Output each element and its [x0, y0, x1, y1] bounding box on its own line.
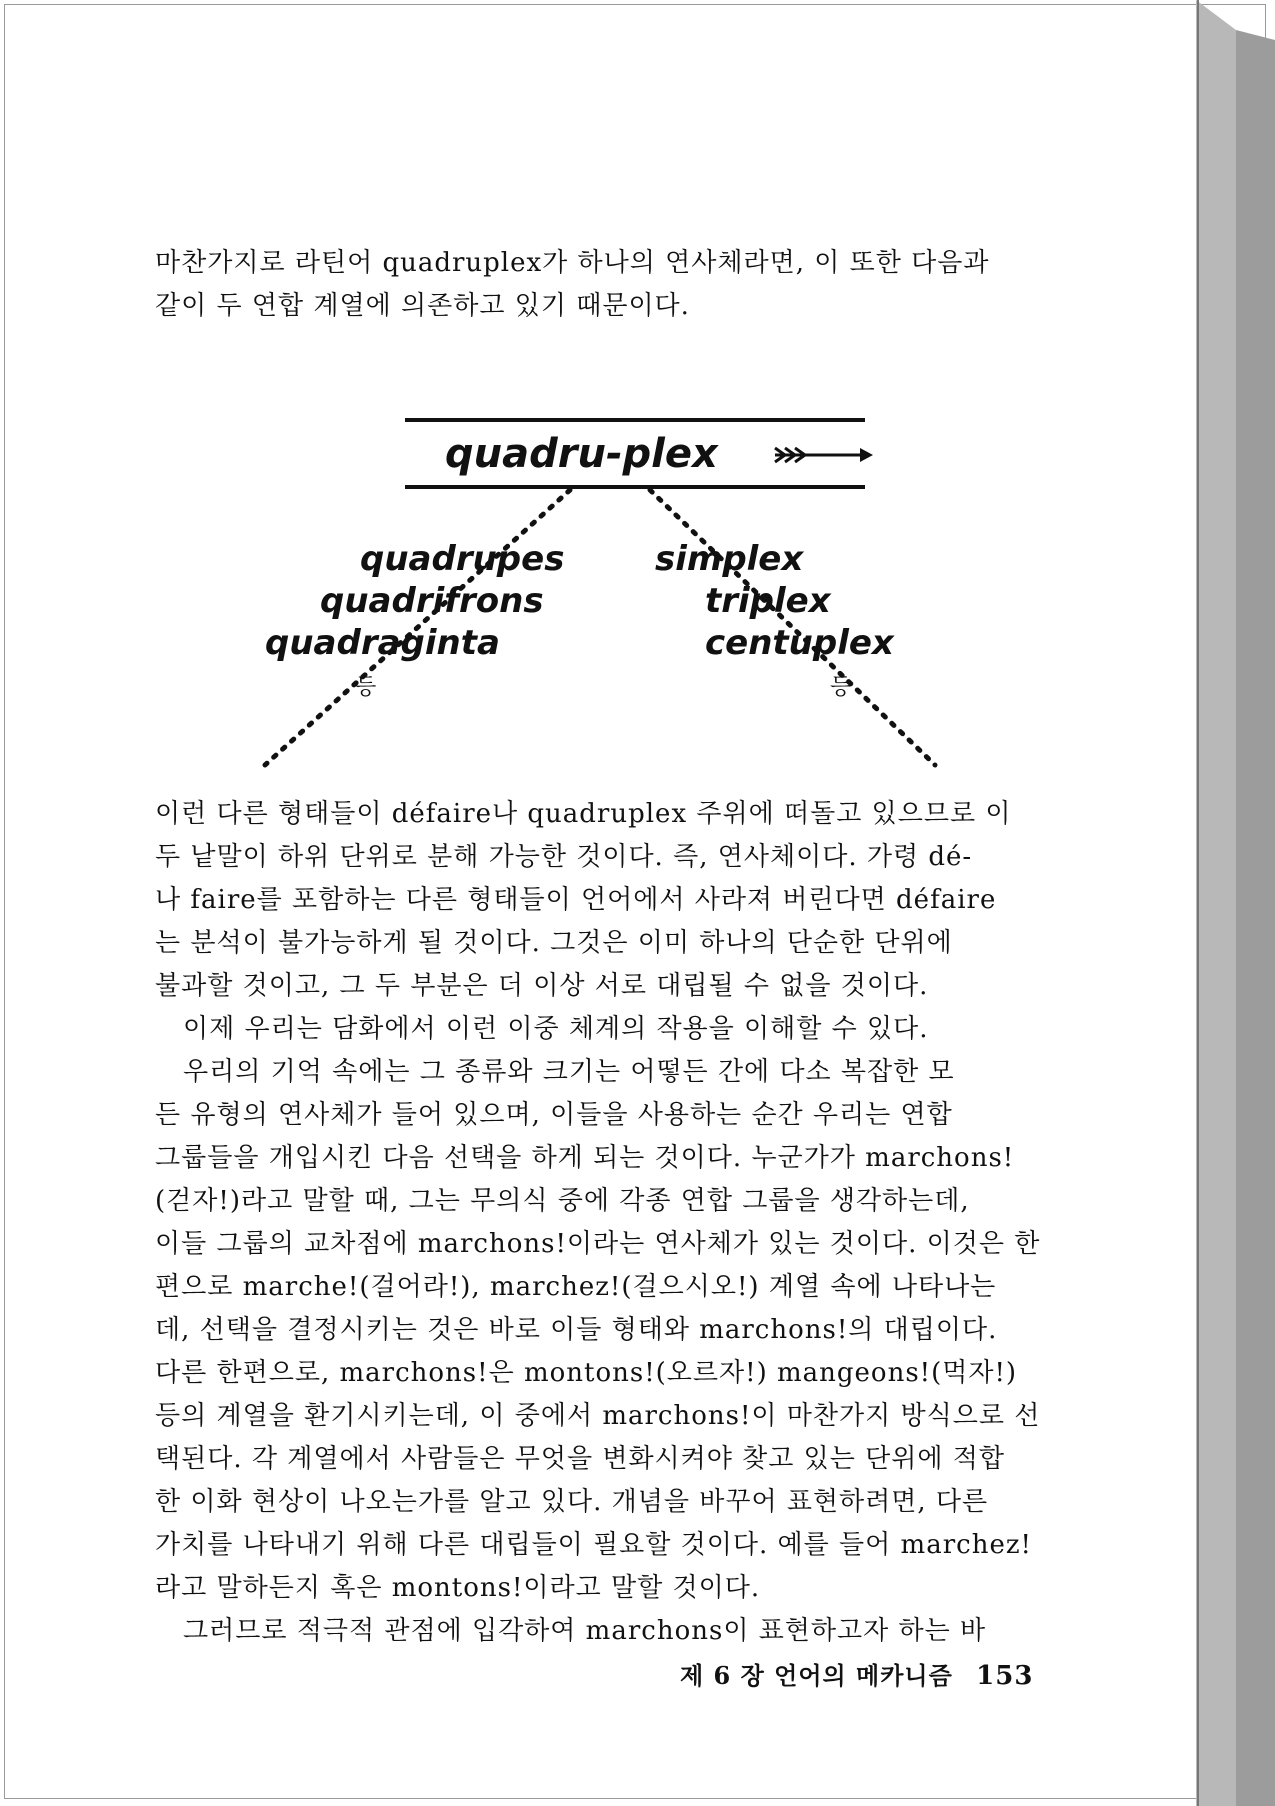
- page-number: 153: [976, 1661, 1034, 1691]
- right-series-word: centuplex: [705, 623, 894, 663]
- left-series-word: quadraginta: [265, 623, 500, 663]
- running-footer: [680, 1656, 1060, 1691]
- text-line: 는 분석이 불가능하게 될 것이다. 그것은 이미 하나의 단순한 단위에: [155, 928, 953, 958]
- text-line: 편으로 marche!(걸어라!), marchez!(걸으시오!) 계열 속에 나타나는: [155, 1272, 997, 1302]
- text-line: 그러므로 적극적 관점에 입각하여 marchons이 표현하고자 하는 바: [183, 1616, 987, 1646]
- text-line: (걷자!)라고 말할 때, 그는 무의식 중에 각종 연합 그룹을 생각하는데,: [155, 1186, 970, 1216]
- intro-paragraph: [155, 242, 1050, 328]
- left-etc-label: 등: [355, 675, 377, 700]
- text-line: 같이 두 연합 계열에 의존하고 있기 때문이다.: [155, 291, 690, 321]
- text-line: 이제 우리는 담화에서 이런 이중 체계의 작용을 이해할 수 있다.: [183, 1014, 929, 1044]
- text-line: 데, 선택을 결정시키는 것은 바로 이들 형태와 marchons!의 대립이다.: [155, 1315, 998, 1345]
- text-line: 한 이화 현상이 나오는가를 알고 있다. 개념을 바꾸어 표현하려면, 다른: [155, 1487, 989, 1517]
- right-etc-label: 등: [830, 675, 852, 700]
- text-line: 불과할 것이고, 그 두 부분은 더 이상 서로 대립될 수 없을 것이다.: [155, 971, 929, 1001]
- left-series-word: quadrifrons: [320, 581, 544, 621]
- text-line: 가치를 나타내기 위해 다른 대립들이 필요할 것이다. 예를 들어 marchez!: [155, 1530, 1032, 1560]
- text-line: 두 낱말이 하위 단위로 분해 가능한 것이다. 즉, 연사체이다. 가령 dé-: [155, 842, 973, 872]
- text-line: 마찬가지로 라틴어 quadruplex가 하나의 연사체라면, 이 또한 다음과: [155, 248, 990, 278]
- text-line: 그룹들을 개입시킨 다음 선택을 하게 되는 것이다. 누군가가 marchons!: [155, 1143, 1015, 1173]
- text-line: 든 유형의 연사체가 들어 있으며, 이들을 사용하는 순간 우리는 연합: [155, 1100, 953, 1130]
- right-series-word: simplex: [655, 539, 804, 579]
- text-line: 택된다. 각 계열에서 사람들은 무엇을 변화시켜야 찾고 있는 단위에 적합: [155, 1444, 1006, 1474]
- text-line: 이들 그룹의 교차점에 marchons!이라는 연사체가 있는 것이다. 이것은 한: [155, 1229, 1041, 1259]
- book-spine: [1196, 0, 1275, 1806]
- text-line: 라고 말하든지 혹은 montons!이라고 말할 것이다.: [155, 1573, 761, 1603]
- body-text: [155, 793, 1050, 1653]
- arrow-right-icon: [775, 448, 873, 462]
- left-series-word: quadrupes: [360, 539, 565, 579]
- text-line: 등의 계열을 환기시키는데, 이 중에서 marchons!이 마찬가지 방식으로 선: [155, 1401, 1041, 1431]
- main-word: quadru-plex: [445, 431, 718, 477]
- text-line: 이런 다른 형태들이 défaire나 quadruplex 주위에 떠돌고 있으므로 이: [155, 799, 1012, 829]
- chapter-title: 제 6 장 언어의 메카니즘: [680, 1661, 953, 1690]
- text-line: 우리의 기억 속에는 그 종류와 크기는 어떻든 간에 다소 복잡한 모: [183, 1057, 955, 1087]
- text-line: 다른 한편으로, marchons!은 montons!(오르자!) mangeons!(먹자!): [155, 1358, 1018, 1388]
- right-series-word: triplex: [705, 581, 831, 621]
- associative-series-diagram: [255, 410, 955, 770]
- text-line: 나 faire를 포함하는 다른 형태들이 언어에서 사라져 버린다면 défaire: [155, 885, 997, 915]
